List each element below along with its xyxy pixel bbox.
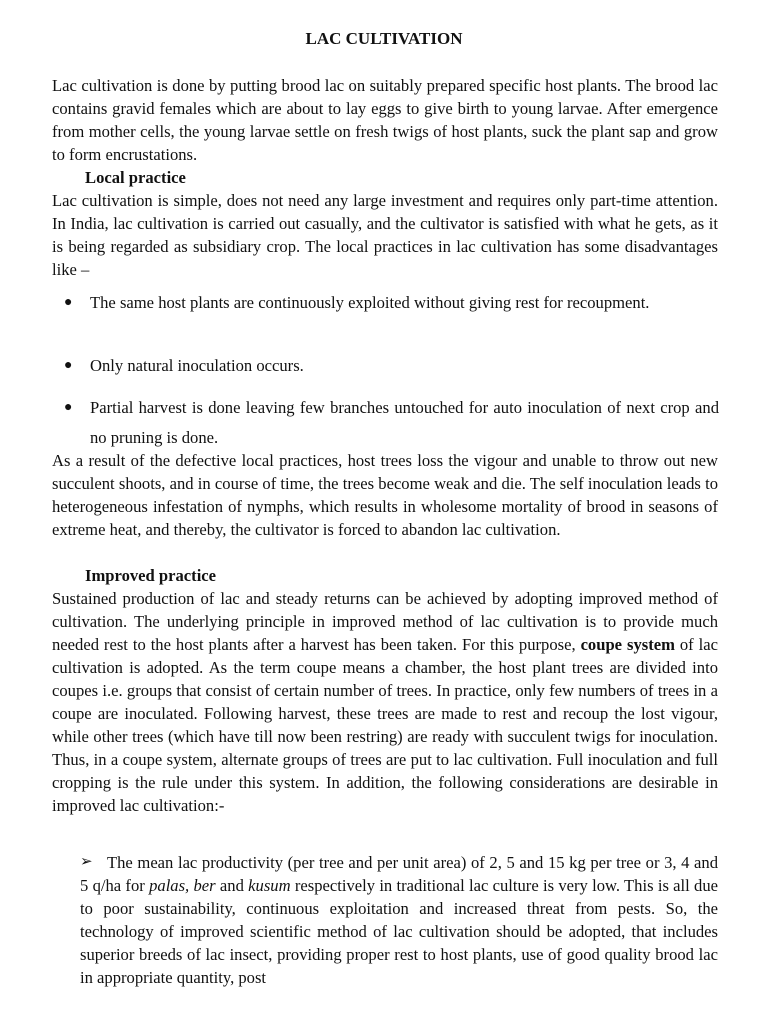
- arrow-text-part2: respectively in traditional lac culture is very low. This is all due to poor sustainability, continuous exploitation and increased threat from pests. So, the technology of improved scientific method of lac cultivation should be adopted, that includes superior breeds of lac insect, providing proper rest to host plants, use of good quality brood lac in appropriate quantity, post: [80, 876, 719, 987]
- arrow-bullet-icon: ➢: [80, 854, 93, 870]
- local-practice-heading: Local practice: [85, 168, 186, 187]
- arrow-list-item: [80, 851, 718, 989]
- improved-practice-heading: Improved practice: [85, 566, 217, 585]
- bullet-item: Only natural inoculation occurs.: [90, 356, 304, 375]
- improved-practice-paragraph: [52, 587, 718, 817]
- bullet-icon: ●: [64, 295, 73, 310]
- page-title: LAC CULTIVATION: [305, 29, 463, 48]
- bullet-icon: ●: [64, 358, 73, 373]
- host-kusum: kusum: [248, 876, 291, 895]
- local-result-paragraph: As a result of the defective local practices, host trees loss the vigour and unable to throw out new succulent shoots, and in course of time, the trees become weak and die. The self inoculation leads to heterogeneous infestation of nymphs, which results in wholesome mortality of brood in seasons of extreme heat, and thereby, the cultivator is forced to abandon lac cultivation.: [52, 451, 718, 539]
- bullet-item: Partial harvest is done leaving few branches untouched for auto inoculation of next crop and no pruning is done.: [90, 398, 719, 447]
- local-practice-paragraph: Lac cultivation is simple, does not need any large investment and requires only part-time attention. In India, lac cultivation is carried out casually, and the cultivator is satisfied with what he gets, as it is being regarded as subsidiary crop. The local practices in lac cultivation has some disadvantages like –: [52, 191, 718, 279]
- bullet-item: The same host plants are continuously exploited without giving rest for recoupment.: [90, 293, 650, 312]
- bullet-icon: ●: [64, 400, 73, 415]
- coupe-system-term: coupe system: [580, 635, 675, 654]
- arrow-text-and: and: [219, 876, 244, 895]
- improved-text-after: of lac cultivation is adopted. As the term coupe means a chamber, the host plant trees are divided into coupes i.e. groups that consist of certain number of trees. In practice, only few numbers of trees in a coupe are inoculated. Following harvest, these trees are made to rest and recoup the lost vigour, while other trees (which have till now been restring) are ready with succulent twigs for inoculation. Thus, in a coupe system, alternate groups of trees are put to lac cultivation. Full inoculation and full cropping is the rule under this system. In addition, the following considerations are desirable in improved lac cultivation:-: [52, 635, 718, 815]
- host-palas-ber: palas, ber: [149, 876, 216, 895]
- intro-paragraph: Lac cultivation is done by putting brood lac on suitably prepared specific host plants. The brood lac contains gravid females which are about to lay eggs to give birth to young larvae. After emergence from mother cells, the young larvae settle on fresh twigs of host plants, suck the plant sap and grow to form encrustations.: [52, 76, 718, 164]
- arrow-text-part1: The mean lac productivity (per tree and per unit area) of 2, 5 and 15 kg per tree or 3, 4 and 5 q/ha for: [80, 853, 718, 895]
- improved-text-before: Sustained production of lac and steady returns can be achieved by adopting improved method of cultivation. The underlying principle in improved method of lac cultivation is to provide much needed rest to the host plants after a harvest has been taken. For this purpose,: [52, 589, 718, 654]
